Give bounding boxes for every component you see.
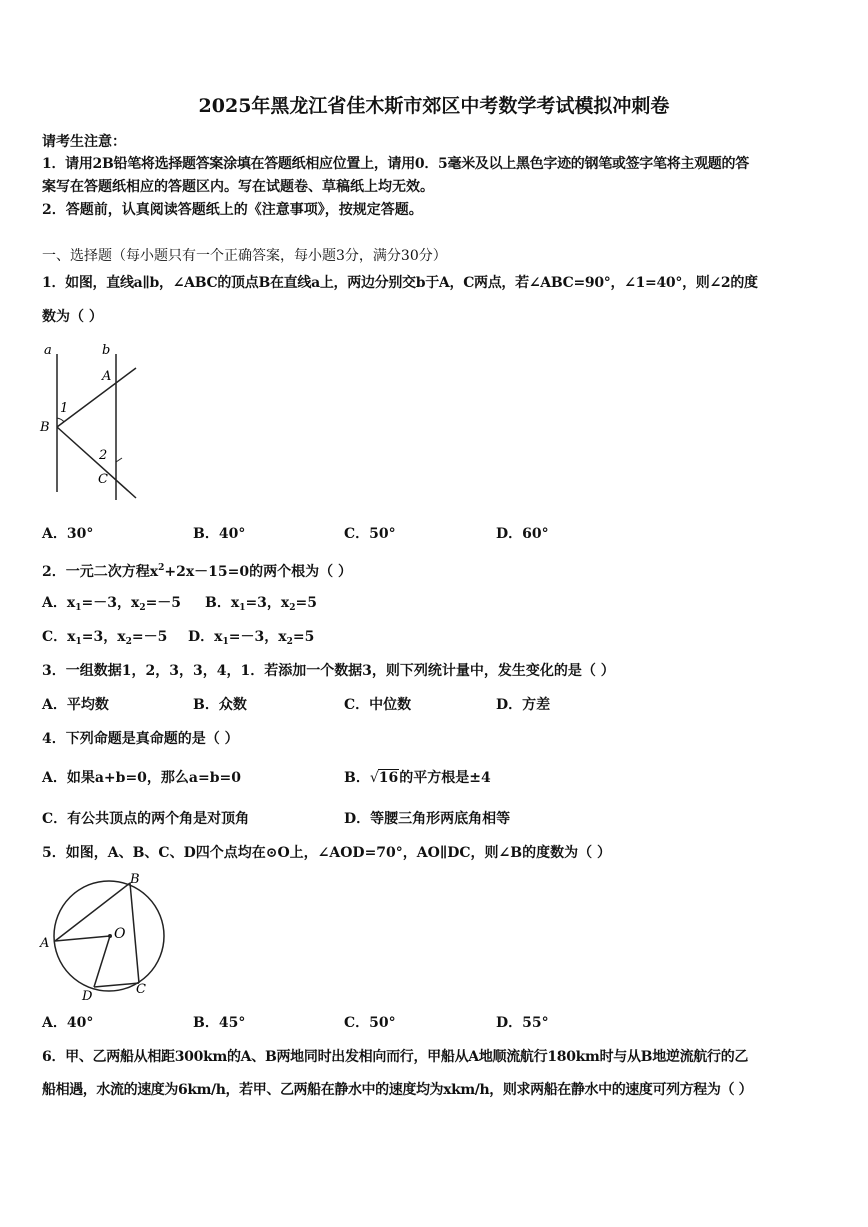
point-b-label: B <box>130 872 140 887</box>
option-a: A．40° <box>42 1015 94 1031</box>
page-title: 2025年黑龙江省佳木斯市郊区中考数学考试模拟冲刺卷 <box>198 95 670 117</box>
option-b: B．众数 <box>193 697 247 713</box>
option-d: D．60° <box>496 526 549 542</box>
option-a: A．30° <box>42 526 94 542</box>
option-a: A．如果a+b=0，那么a=b=0 <box>42 770 241 786</box>
option-c: C．50° <box>344 526 396 542</box>
line-a-label: a <box>44 343 52 358</box>
option-b: B．40° <box>193 526 246 542</box>
question-1-figure <box>36 340 146 506</box>
sqrt-sign: √ <box>369 770 379 786</box>
option-b: B．45° <box>193 1015 246 1031</box>
notice-heading: 请考生注意： <box>42 134 126 150</box>
question-6-stem: 6．甲、乙两船从相距300km的A、B两地同时出发相向而行，甲船从A地顺流航行180km时与从B地逆流航行的乙 <box>42 1049 749 1065</box>
question-6-stem: 船相遇，水流的速度为6km/h，若甲、乙两船在静水中的速度均为xkm/h，则求两船在静水中的速度可列方程为（ ） <box>42 1082 753 1098</box>
notice-line: 2．答题前，认真阅读答题纸上的《注意事项》，按规定答题。 <box>42 202 423 218</box>
angle-2-label: 2 <box>99 448 108 463</box>
point-a-label: A <box>40 936 50 951</box>
option-a: A．$x_1=-3$，$x_2=-5$ <box>42 595 182 613</box>
line-b-label: b <box>102 343 111 358</box>
option-d: D．等腰三角形两底角相等 <box>344 811 511 827</box>
option-d: D．$x_1=-3$，$x_2=5$ <box>188 629 315 647</box>
question-1-stem: 数为（ ） <box>42 309 103 325</box>
center-o-label: O <box>114 926 126 942</box>
option-a: A．平均数 <box>42 697 109 713</box>
option-d: D．55° <box>496 1015 549 1031</box>
option-b: B．$x_1=3$，$x_2=5$ <box>205 595 318 613</box>
question-1-stem: 1．如图，直线a∥b，∠ABC的顶点B在直线a上，两边分别交b于A，C两点，若∠ABC=90°，∠1=40°，则∠2的度 <box>42 275 758 291</box>
question-4-stem: 4．下列命题是真命题的是（ ） <box>42 731 239 747</box>
point-b-label: B <box>40 420 50 435</box>
question-2-stem: 2．一元二次方程$x^2+2x-15=0$的两个根为（ ） <box>42 563 353 580</box>
option-c: C．50° <box>344 1015 396 1031</box>
question-5-stem: 5．如图，A、B、C、D四个点均在⊙O上，∠AOD=70°，AO∥DC，则∠B的度数为（ ） <box>42 845 611 861</box>
point-c-label: C <box>136 982 146 997</box>
option-b: B．√16的平方根是±4 <box>344 770 491 786</box>
option-c: C．中位数 <box>344 697 412 713</box>
point-d-label: D <box>82 989 93 1004</box>
question-5-figure <box>36 866 176 1006</box>
section-heading: 一、选择题（每小题只有一个正确答案，每小题3分，满分30分） <box>42 248 447 264</box>
question-3-stem: 3．一组数据1，2，3，3，4，1．若添加一个数据3，则下列统计量中，发生变化的是（ ） <box>42 663 615 679</box>
notice-line: 1．请用2B铅笔将选择题答案涂填在答题纸相应位置上，请用0．5毫米及以上黑色字迹的钢笔或签字笔将主观题的答 <box>42 156 749 172</box>
notice-line: 案写在答题纸相应的答题区内。写在试题卷、草稿纸上均无效。 <box>42 179 434 195</box>
option-c: C．$x_1=3$，$x_2=-5$ <box>42 629 168 647</box>
option-c: C．有公共顶点的两个角是对顶角 <box>42 811 250 827</box>
point-c-label: C <box>98 472 108 487</box>
point-a-label: A <box>102 369 112 384</box>
option-d: D．方差 <box>496 697 551 713</box>
angle-1-label: 1 <box>60 401 69 416</box>
